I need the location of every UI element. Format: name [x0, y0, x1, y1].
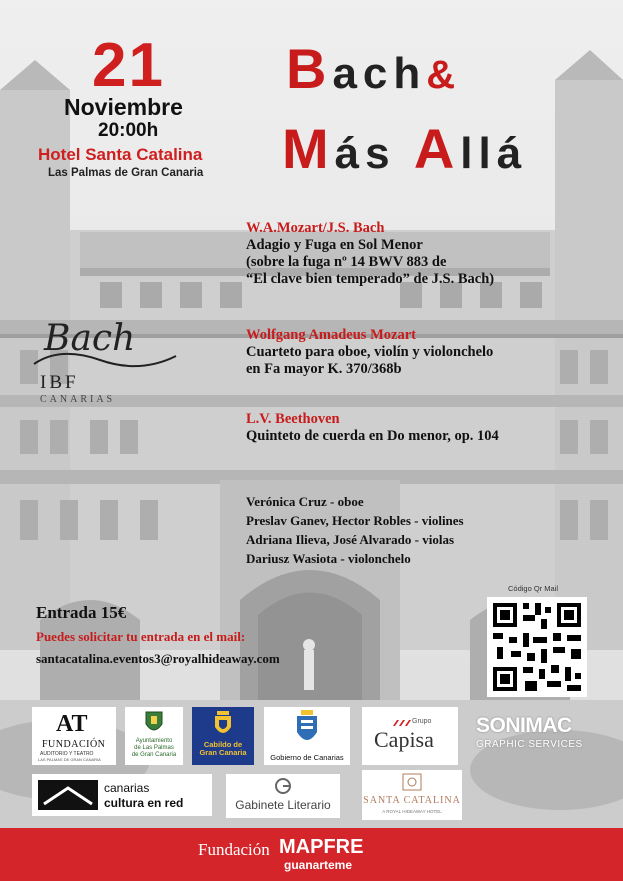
santa-catalina-name: SANTA CATALINA — [363, 795, 461, 806]
santa-catalina-monogram-icon — [402, 773, 422, 791]
ayuntamiento-label — [129, 738, 179, 759]
canarias-cultura-line2: cultura en red — [104, 796, 184, 810]
cabildo-line: Gran Canaria — [199, 748, 247, 757]
ticket-price: Entrada 15€ — [36, 603, 127, 622]
qr-code[interactable] — [487, 597, 587, 697]
title-line-2 — [282, 116, 527, 181]
musicians-list — [246, 492, 464, 568]
ayuntamiento-shield-icon — [144, 710, 164, 736]
sponsor-ayuntamiento — [125, 707, 183, 765]
title-mas-rest: ás — [334, 129, 396, 178]
sponsor-gabinete-literario — [226, 774, 340, 818]
fundacion-at-sub2: LAS PALMAS DE GRAN CANARIA — [38, 757, 101, 762]
sponsor-canarias-cultura — [32, 774, 212, 816]
ibf-canarias-logo — [30, 318, 180, 408]
musician-line: Adriana Ilieva, José Alvarado - violas — [246, 532, 455, 547]
sonimac-sub: GRAPHIC SERVICES — [476, 739, 583, 750]
cabildo-line: Cabildo de — [203, 740, 243, 749]
cabildo-crest-icon — [213, 711, 233, 739]
fundacion-at-mark: AT — [56, 711, 88, 737]
sponsor-cabildo — [192, 707, 254, 765]
capisa-small: Grupo — [412, 718, 432, 725]
title-initial-b: B — [286, 37, 333, 100]
event-time: 20:00h — [98, 120, 159, 141]
ticket-email[interactable]: santacatalina.eventos3@royalhideaway.com — [36, 651, 280, 666]
canarias-cultura-line1: canarias — [104, 781, 150, 795]
ibf-name: IBF — [40, 372, 79, 393]
program-item-1 — [246, 220, 494, 288]
footer-foundation: Fundación — [198, 840, 270, 859]
gabinete-name: Gabinete Literario — [235, 798, 331, 812]
fundacion-at-sub: AUDITORIO Y TEATRO — [40, 751, 94, 757]
program-item-3 — [246, 411, 499, 445]
footer-sub: guanarteme — [284, 858, 353, 872]
ayuntamiento-line: Ayuntamiento — [135, 738, 173, 744]
musician-line: Dariusz Wasiota - violonchelo — [246, 551, 411, 566]
title-initial-m: M — [282, 117, 335, 180]
sponsor-fundacion-at — [32, 707, 116, 765]
event-city: Las Palmas de Gran Canaria — [48, 167, 204, 179]
program-work-line: Cuarteto para oboe, violín y violonchelo — [246, 344, 494, 360]
qr-code-icon — [487, 597, 587, 697]
ibf-sub: CANARIAS — [40, 394, 116, 405]
gabinete-mark-icon — [274, 777, 292, 795]
program-work-line: (sobre la fuga nº 14 BWV 883 de — [246, 254, 447, 270]
program-item-2 — [246, 327, 493, 378]
title-line-1 — [286, 36, 461, 101]
ayuntamiento-line: de Gran Canaria — [131, 752, 177, 758]
sponsor-capisa — [362, 707, 458, 765]
ticket-request-text: Puedes solicitar tu entrada en el mail: — [36, 629, 246, 644]
musician-line: Preslav Ganev, Hector Robles - violines — [246, 513, 464, 528]
gobierno-canarias-label: Gobierno de Canarias — [270, 753, 344, 762]
canarias-cultura-mark-icon — [38, 780, 98, 810]
sponsor-gobierno-canarias — [264, 707, 350, 765]
ibf-swash-icon — [30, 342, 180, 372]
program-composer: W.A.Mozart/J.S. Bach — [246, 220, 385, 236]
ibf-script: Bach — [44, 318, 136, 359]
ayuntamiento-line: de Las Palmas — [134, 745, 174, 751]
santa-catalina-sub: A ROYAL HIDEAWAY HOTEL — [382, 809, 442, 814]
sponsor-santa-catalina — [362, 770, 462, 820]
cabildo-label — [192, 741, 254, 757]
footer-brand: MAPFRE — [279, 836, 364, 858]
musician-line: Verónica Cruz - oboe — [246, 494, 364, 509]
title-bach-rest: ach — [332, 49, 427, 98]
capisa-mark-icon — [392, 719, 412, 727]
program-work-line: Quinteto de cuerda en Do menor, op. 104 — [246, 428, 499, 444]
title-alla-rest: llá — [460, 129, 528, 178]
title-initial-a: A — [413, 117, 461, 180]
program-work-line: Adagio y Fuga en Sol Menor — [246, 237, 423, 253]
program-work-line: “El clave bien temperado” de J.S. Bach) — [246, 271, 495, 287]
qr-label: Código Qr Mail — [508, 584, 559, 593]
title-ampersand: & — [426, 53, 462, 97]
capisa-name: Capisa — [374, 727, 434, 752]
event-day: 21 — [92, 31, 165, 100]
gobierno-canarias-crest-icon — [295, 710, 319, 748]
fundacion-at-name: FUNDACIÓN — [42, 739, 106, 750]
event-venue: Hotel Santa Catalina — [38, 145, 203, 164]
program-composer: Wolfgang Amadeus Mozart — [246, 327, 416, 343]
event-month: Noviembre — [64, 94, 183, 120]
sonimac-name: SONIMAC — [476, 714, 572, 737]
program-work-line: en Fa mayor K. 370/368b — [246, 361, 402, 377]
program-composer: L.V. Beethoven — [246, 411, 340, 427]
